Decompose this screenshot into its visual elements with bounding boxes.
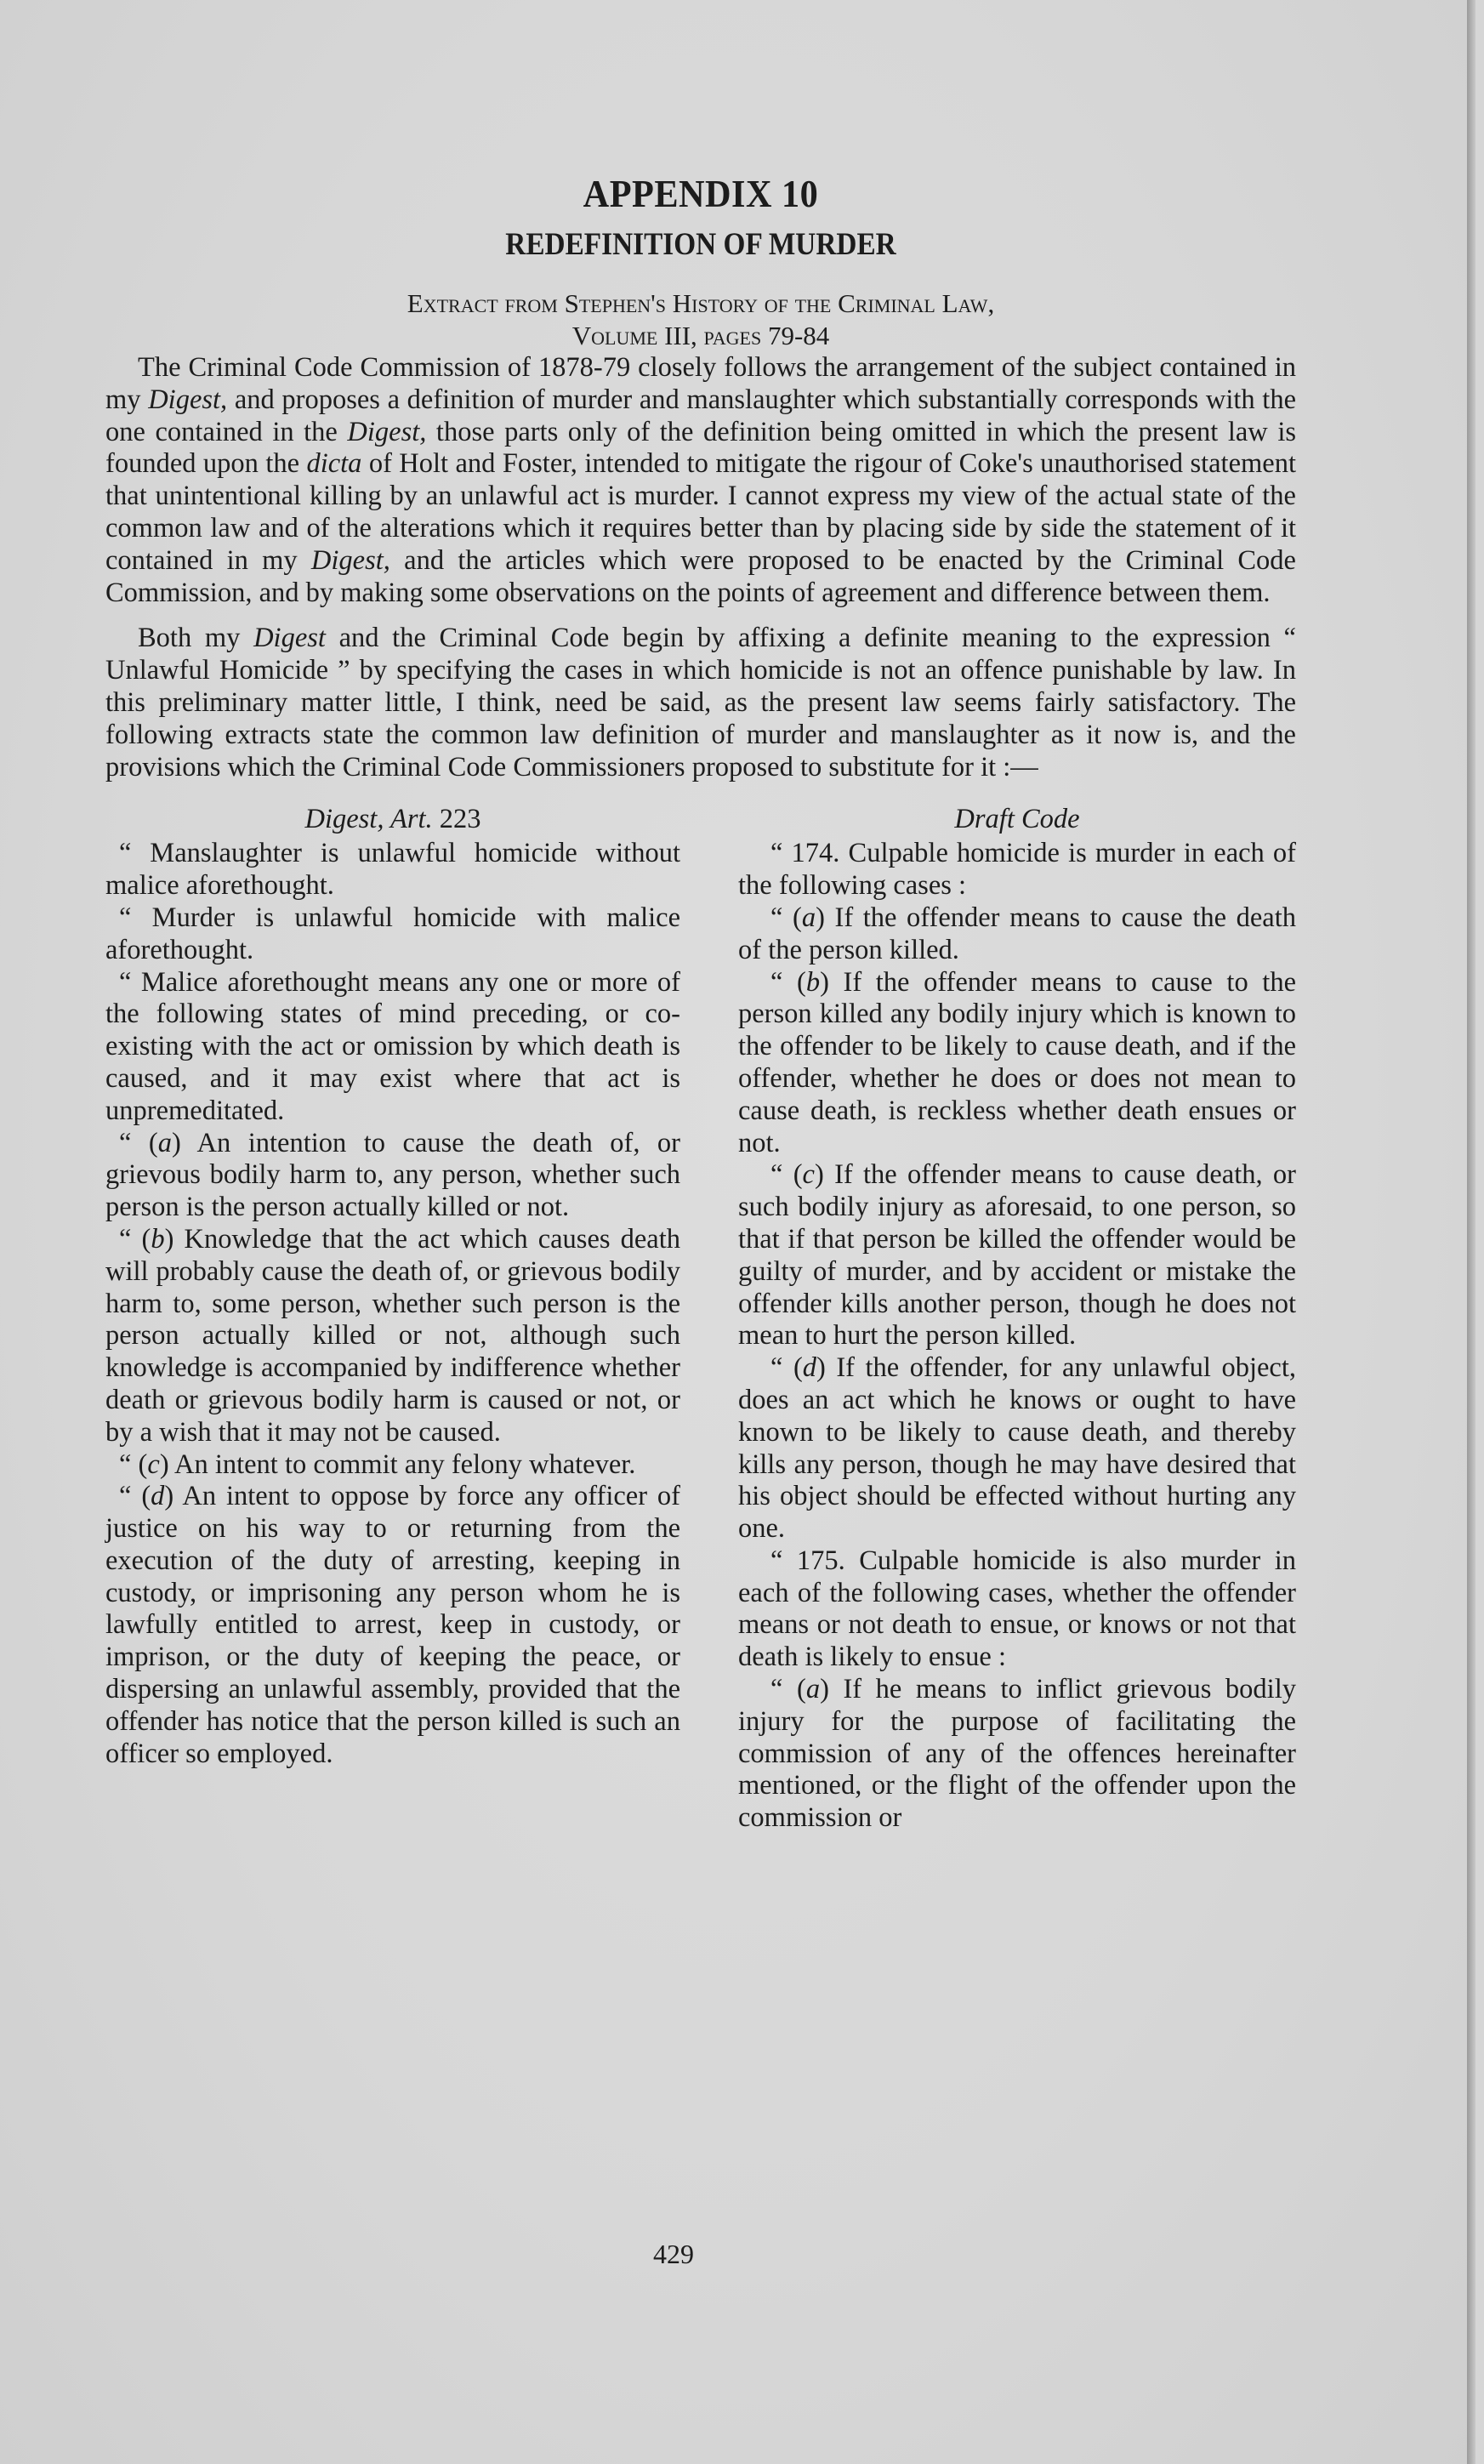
text-run: ) If the offender means to cause the death of the person killed. <box>738 902 1297 965</box>
column-paragraph <box>738 838 1296 902</box>
text-run: ) An intention to cause the death of, or grievous bodily harm to, any person, whether such person is the person actually killed or not. <box>105 1127 681 1223</box>
italic-run: Digest, <box>148 384 228 415</box>
text-run: “ ( <box>770 966 806 998</box>
text-run: “ ( <box>770 1352 803 1384</box>
text-run: ) If he means to inflict grievous bodily injury for the purpose of facilitating the commission of any of the offences hereinafter mentioned, or the flight of the offender upon the commission or <box>738 1674 1296 1834</box>
italic-run: c <box>802 1159 815 1191</box>
extract-source <box>105 287 1296 352</box>
italic-run: b <box>805 966 821 998</box>
text-run: and the articles which were proposed to be enacted by the Criminal Code Commission, and by making some observations on the points of agreement and difference between them. <box>105 544 1296 608</box>
digest-heading-number: 223 <box>432 804 481 835</box>
text-run: “ ( <box>770 1159 803 1191</box>
digest-column <box>105 802 680 1835</box>
comparison-columns <box>105 802 1296 1835</box>
text-run: “ 174. Culpable homicide is murder in each of the following cases : <box>738 838 1296 902</box>
text-run: “ ( <box>119 1481 151 1512</box>
column-paragraph <box>105 1128 680 1224</box>
text-run: ) Knowledge that the act which causes death will probably cause the death of, or grievous bodily harm to, some person, whether such person is the person actually killed or not, although such knowledge is accompanied by indifference whether death or grievous bodily harm is caused or not, or by a wish that it may not be caused. <box>105 1223 681 1448</box>
intro-paragraph-1 <box>105 352 1296 609</box>
column-paragraph <box>738 902 1296 967</box>
column-paragraph <box>105 1449 680 1482</box>
column-paragraph <box>738 1352 1296 1545</box>
text-run: ) An intent to oppose by force any officer of justice on his way to or returning from the execution of the duty of arresting, keeping in custody, or imprisoning any person whom he is lawfully entitled to arrest, keep in custody, or imprison, or the duty of keeping the peace, or dispersing an unlawful assembly, provided that the offender has notice that the person killed is such an officer so employed. <box>105 1481 681 1769</box>
text-run: “ ( <box>119 1127 158 1158</box>
italic-run: dicta <box>306 448 362 480</box>
draft-code-column <box>738 802 1296 1835</box>
italic-run: a <box>157 1127 172 1158</box>
intro-paragraph-2 <box>105 623 1296 783</box>
text-run: and proposes a definition of murder and manslaughter which substantially corresponds with the one contained in the <box>105 384 1297 447</box>
appendix-title: APPENDIX 10 <box>583 172 819 215</box>
text-run: “ Malice aforethought means any one or more of the following states of mind preceding, or co-existing with the act or omission by which death is caused, and it may exist where that act is unpremeditated. <box>105 966 680 1126</box>
draft-code-paragraphs <box>738 838 1296 1835</box>
text-run: Both my <box>138 623 254 654</box>
text-run: “ Manslaughter is unlawful homicide without malice aforethought. <box>105 838 680 902</box>
text-run: The Criminal Code Commission of 1878-79 closely follows the arrangement of the subject contained in my <box>105 352 1296 415</box>
italic-run: d <box>802 1352 817 1384</box>
text-run: “ ( <box>770 1674 806 1705</box>
italic-run: Digest <box>253 623 326 654</box>
italic-run: a <box>801 902 816 933</box>
text-run: ) If the offender, for any unlawful object, does an act which he knows or ought to have known to be likely to cause death, and thereby kills any person, though he may have desired that his object should be effected without hurting any one. <box>738 1352 1296 1545</box>
italic-run: c <box>147 1448 160 1480</box>
column-paragraph <box>738 1159 1296 1352</box>
page-content <box>105 170 1296 1835</box>
text-run: ) If the offender means to cause to the person killed any bodily injury which is known to the offender to be likely to cause death, and if the offender, whether he does or does not mean to cause death, is reckless whether death ensues or not. <box>738 966 1297 1158</box>
column-paragraph <box>738 1674 1296 1835</box>
extract-source-line-1: Extract from Stephen's History of the Criminal Law, <box>407 288 995 318</box>
text-run: and the Criminal Code begin by affixing a definite meaning to the expression “ Unlawful Homicide ” by specifying the cases in which homicide is not an offence punishable by law. In this preliminary matter little, I think, need be said, as the present law seems fairly satisfactory. The following extracts state the common law definition of murder and manslaughter as it now is, and the provisions which the Criminal Code Commissioners proposed to substitute for it :— <box>105 623 1296 782</box>
extract-source-line-2: Volume III, pages 79-84 <box>571 321 830 350</box>
digest-paragraphs <box>105 838 680 1770</box>
section-subtitle: REDEFINITION OF MURDER <box>505 227 896 262</box>
text-run: “ ( <box>119 1448 148 1480</box>
italic-run: a <box>805 1674 821 1705</box>
text-run: “ Murder is unlawful homicide with malice aforethought. <box>105 902 680 965</box>
italic-run: Digest, <box>347 416 427 447</box>
column-paragraph <box>105 902 680 967</box>
column-paragraph <box>105 838 680 902</box>
text-run: “ 175. Culpable homicide is also murder in each of the following cases, whether the offender means or not death to ensue, or knows or not that death is likely to ensue : <box>738 1545 1296 1673</box>
column-paragraph <box>105 1481 680 1770</box>
text-run: ) An intent to commit any felony whatever. <box>159 1448 636 1480</box>
page-edge <box>1467 0 1475 2464</box>
text-run: those parts only of the definition being omitted in which the present law is founded upon the <box>105 416 1296 480</box>
column-paragraph <box>105 1224 680 1449</box>
page-number: 429 <box>653 2239 694 2269</box>
digest-heading-italic: Digest, Art. <box>304 804 433 835</box>
text-run: of Holt and Foster, intended to mitigate the rigour of Coke's unauthorised statement that unintentional killing by an unlawful act is murder. I cannot express my view of the actual state of the common law and of the alterations which it requires better than by placing side by side the statement of it contained in my <box>105 448 1296 576</box>
column-paragraph <box>738 967 1296 1160</box>
text-run: ) If the offender means to cause death, or such bodily injury as aforesaid, to one person, so that if that person be killed the offender would be guilty of murder, and by accident or mistake the offender kills another person, though he does not mean to hurt the person killed. <box>738 1159 1297 1352</box>
italic-run: d <box>151 1481 165 1512</box>
italic-run: Digest, <box>310 544 390 576</box>
draft-code-heading: Draft Code <box>954 804 1080 835</box>
text-run: “ ( <box>119 1223 151 1255</box>
column-paragraph <box>738 1545 1296 1674</box>
digest-column-heading <box>105 802 680 836</box>
text-run: “ ( <box>770 902 802 933</box>
column-paragraph <box>105 967 680 1128</box>
italic-run: b <box>151 1223 165 1255</box>
draft-code-column-heading <box>738 802 1296 836</box>
